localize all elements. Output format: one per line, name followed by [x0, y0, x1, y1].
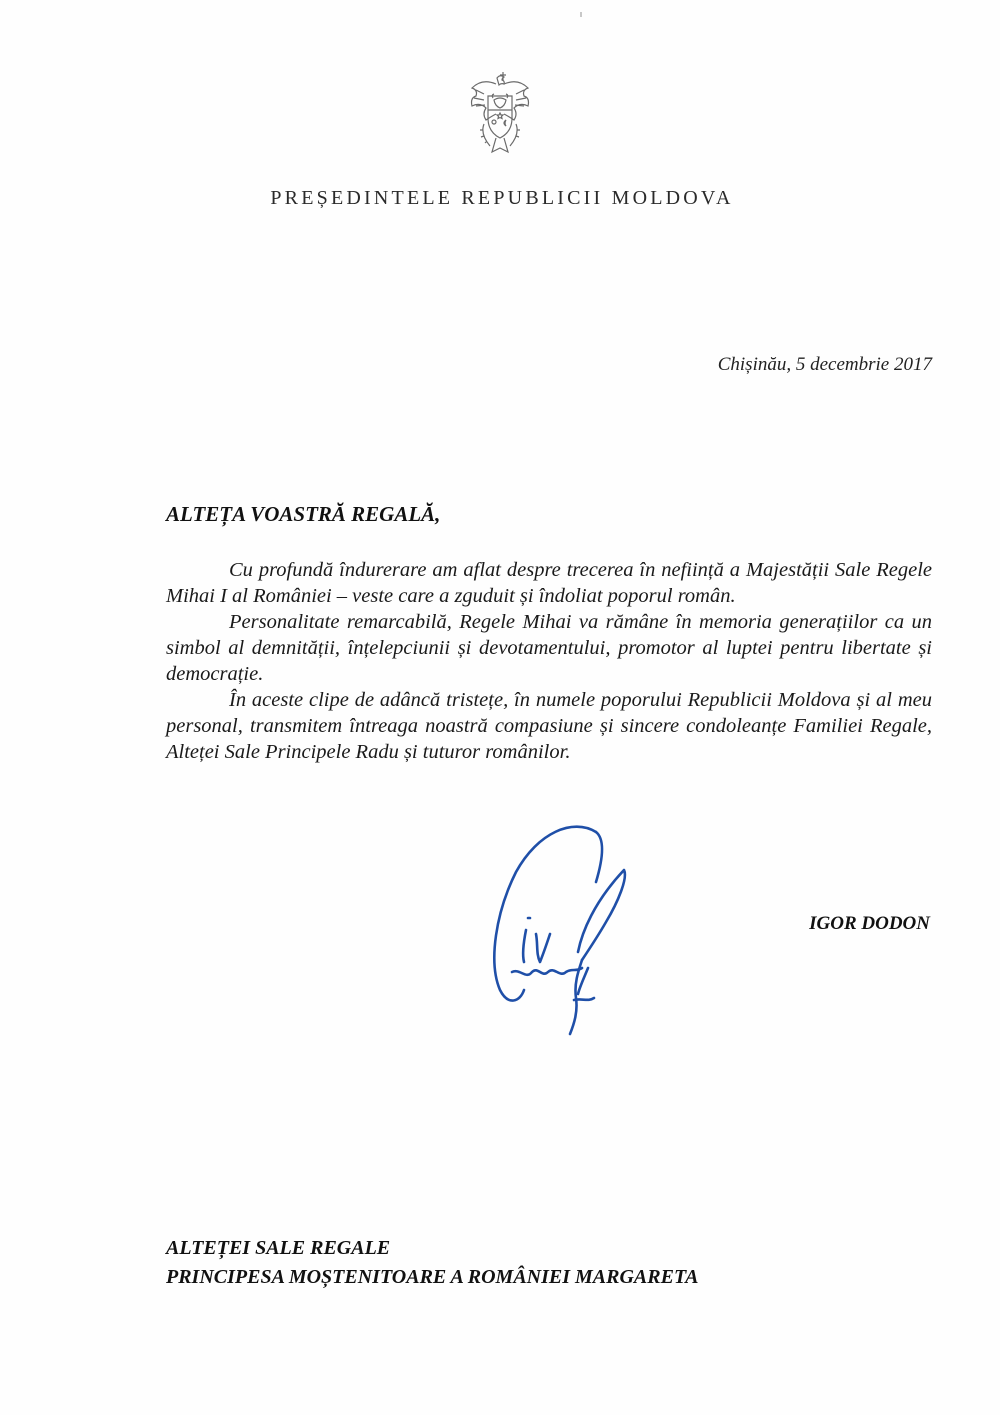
moldova-coat-of-arms-icon: [466, 70, 534, 158]
handwritten-signature-icon: [478, 822, 638, 1042]
paper-speck: [580, 12, 582, 17]
letter-body: [166, 557, 932, 765]
body-paragraph: În aceste clipe de adâncă tristețe, în numele poporului Republicii Moldova și al meu personal, transmitem întreaga noastră compasiune și sincere condoleanțe Familiei Regale, Alteței Sale Principele Radu și tuturor românilor.: [166, 689, 932, 763]
body-paragraph: Cu profundă îndurerare am aflat despre trecerea în neființă a Majestății Sale Regele Mihai I al României – veste care a zguduit și îndoliat poporul român.: [166, 559, 932, 607]
addressee-line: PRINCIPESA MOȘTENITOARE A ROMÂNIEI MARGARETA: [166, 1266, 699, 1288]
salutation: ALTEȚA VOASTRĂ REGALĂ,: [166, 502, 441, 526]
signer-name: IGOR DODON: [809, 913, 930, 934]
body-paragraph: Personalitate remarcabilă, Regele Mihai va rămâne în memoria generațiilor ca un simbol al demnității, înțelepciunii și devotamentului, promotor al luptei pentru libertate și democrație.: [166, 611, 932, 685]
addressee-line: ALTEȚEI SALE REGALE: [166, 1237, 391, 1259]
addressee-block: [166, 1234, 698, 1292]
date-line: Chișinău, 5 decembrie 2017: [717, 354, 932, 375]
letterhead-title: PREȘEDINTELE REPUBLICII MOLDOVA: [270, 187, 734, 209]
